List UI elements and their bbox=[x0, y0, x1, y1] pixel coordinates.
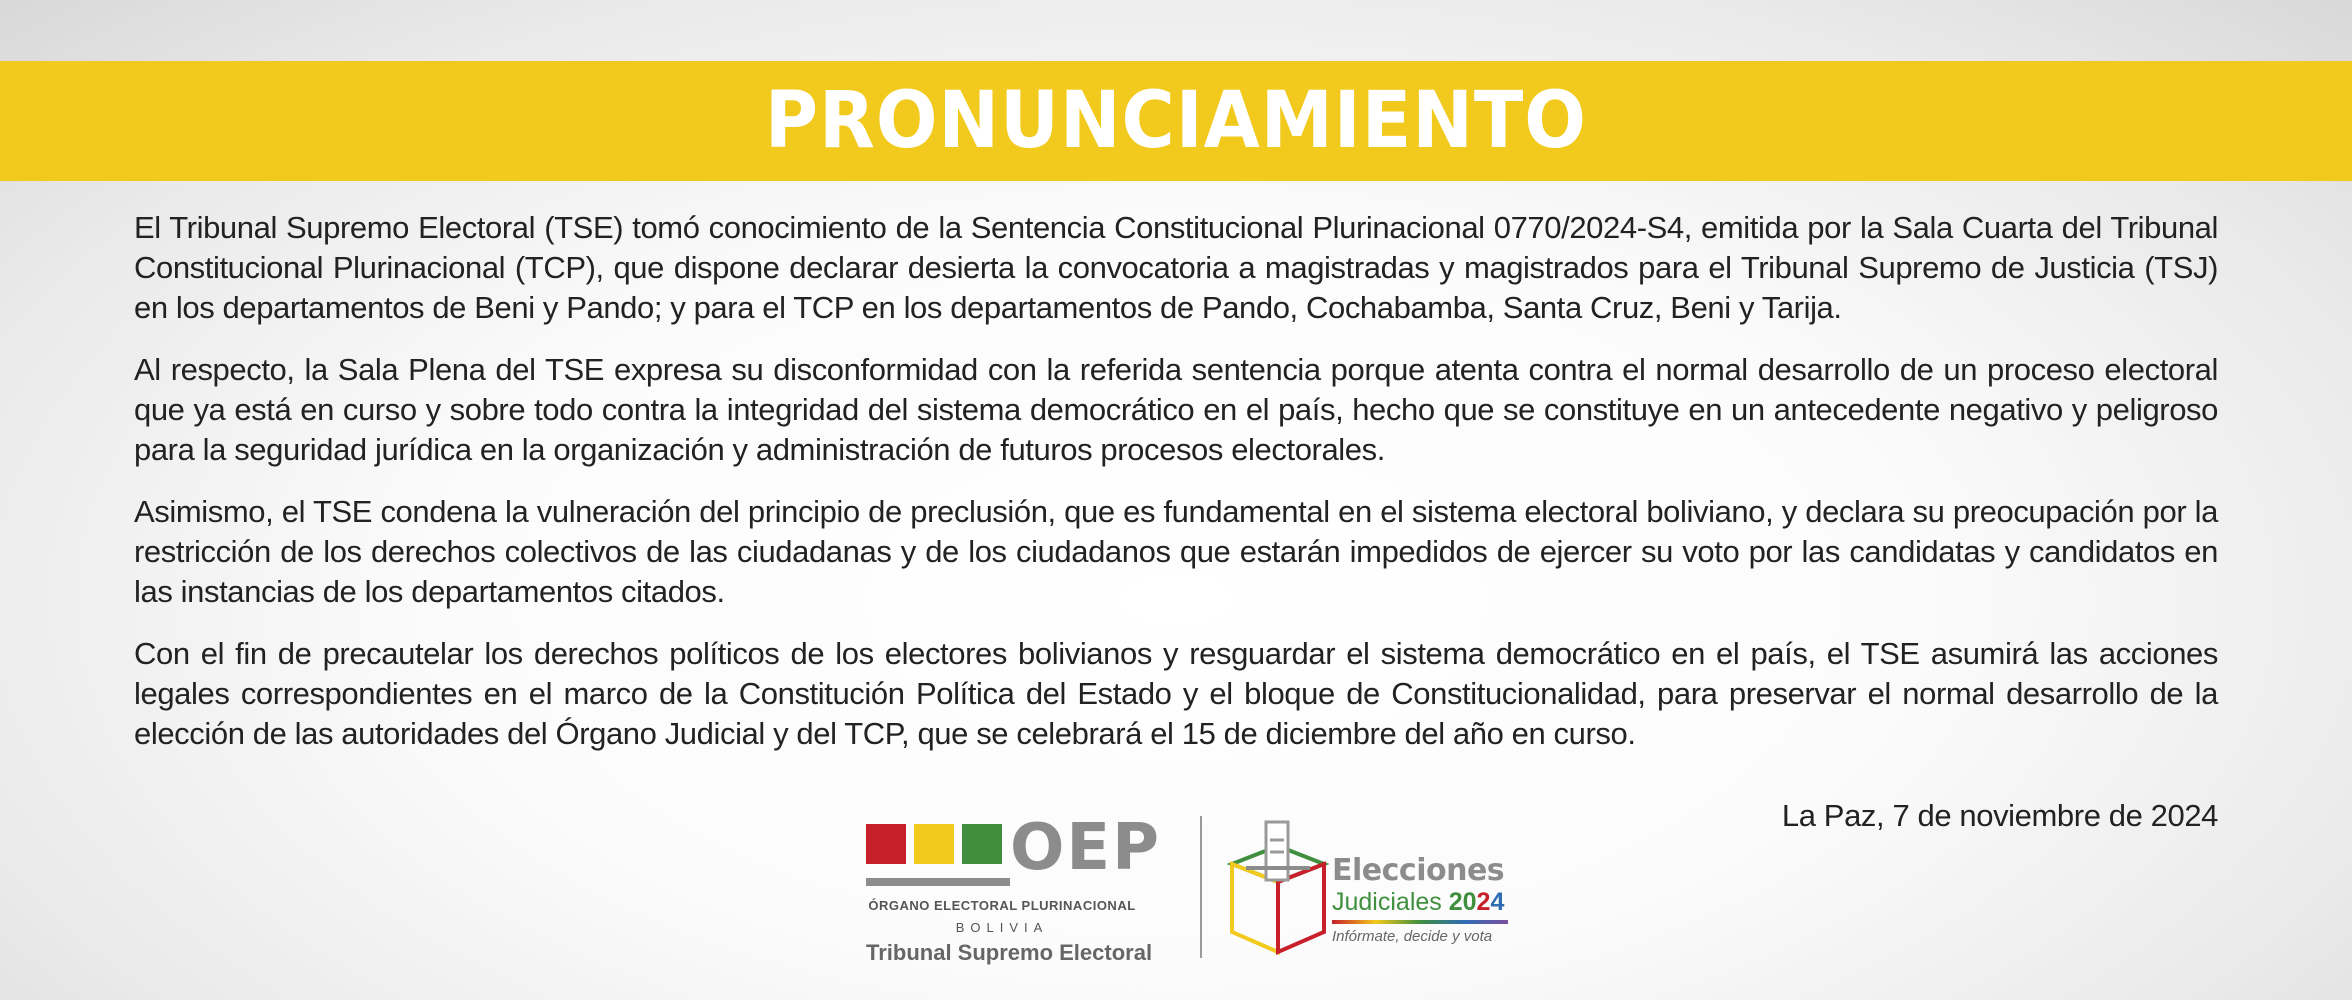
oep-full-name: ÓRGANO ELECTORAL PLURINACIONAL bbox=[868, 898, 1136, 913]
elecciones-judiciales-logo bbox=[1226, 820, 1516, 960]
year-part-1: 20 bbox=[1448, 888, 1477, 916]
oep-green-square bbox=[962, 824, 1002, 864]
judiciales-line bbox=[1332, 890, 1504, 915]
elecciones-slogan: Infórmate, decide y vota bbox=[1332, 928, 1493, 945]
year-part-3: 4 bbox=[1490, 888, 1505, 916]
judiciales-word: Judiciales bbox=[1332, 888, 1442, 916]
statement-paragraph-3: Asimismo, el TSE condena la vulneración del principio de preclusión, que es fundamental en el sistema electoral boliviano, y declara su preocupación por la restricción de los derechos colectivos de las ciudadanas y de los ciudadanos que estarán impedidos de ejercer su voto por las candidatas y candidatos en las instancias de los departamentos citados. bbox=[134, 494, 2218, 609]
oep-logo bbox=[866, 811, 1172, 965]
logo-divider bbox=[1200, 816, 1202, 958]
statement-paragraph-1: El Tribunal Supremo Electoral (TSE) tomó conocimiento de la Sentencia Constitucional Plurinacional 0770/2024-S4, emitida por la Sala Cuarta del Tribunal Constitucional Plurinacional (TCP), que dispone declarar desierta la convocatoria a magistradas y magistrados para el Tribunal Supremo de Justicia (TSJ) en los departamentos de Beni y Pando; y para el TCP en los departamentos de Pando, Cochabamba, Santa Cruz, Beni y Tarija. bbox=[134, 210, 2218, 325]
oep-acronym: OEP bbox=[1010, 811, 1162, 885]
year-part-2: 2 bbox=[1476, 888, 1491, 916]
statement-paragraph-2: Al respecto, la Sala Plena del TSE expresa su disconformidad con la referida sentencia porque atenta contra el normal desarrollo de un proceso electoral que ya está en curso y sobre todo contra la integridad del sistema democrático en el país, hecho que se constituye en un antecedente negativo y peligroso para la seguridad jurídica en la organización y administración de futuros procesos electorales. bbox=[134, 352, 2218, 467]
title-banner bbox=[0, 61, 2352, 181]
oep-red-square bbox=[866, 824, 906, 864]
ballot-box-icon bbox=[1226, 820, 1330, 960]
election-year bbox=[1449, 888, 1505, 916]
statement-paragraph-4: Con el fin de precautelar los derechos políticos de los electores bolivianos y resguardar el sistema democrático en el país, el TSE asumirá las acciones legales correspondientes en el marco de la Constitución Política del Estado y el bloque de Constitucionalidad, para preservar el normal desarrollo de la elección de las autoridades del Órgano Judicial y del TCP, que se celebrará el 15 de diciembre del año en curso. bbox=[134, 636, 2218, 751]
oep-country: BOLIVIA bbox=[955, 920, 1049, 935]
oep-yellow-square bbox=[914, 824, 954, 864]
oep-underline-bar bbox=[866, 878, 1010, 886]
rainbow-bar bbox=[1332, 920, 1508, 924]
elecciones-title: Elecciones bbox=[1332, 853, 1505, 888]
dateline: La Paz, 7 de noviembre de 2024 bbox=[1781, 798, 2218, 833]
oep-institution: Tribunal Supremo Electoral bbox=[866, 940, 1153, 965]
statement-body bbox=[134, 208, 2218, 776]
page-title: PRONUNCIAMIENTO bbox=[765, 76, 1587, 166]
